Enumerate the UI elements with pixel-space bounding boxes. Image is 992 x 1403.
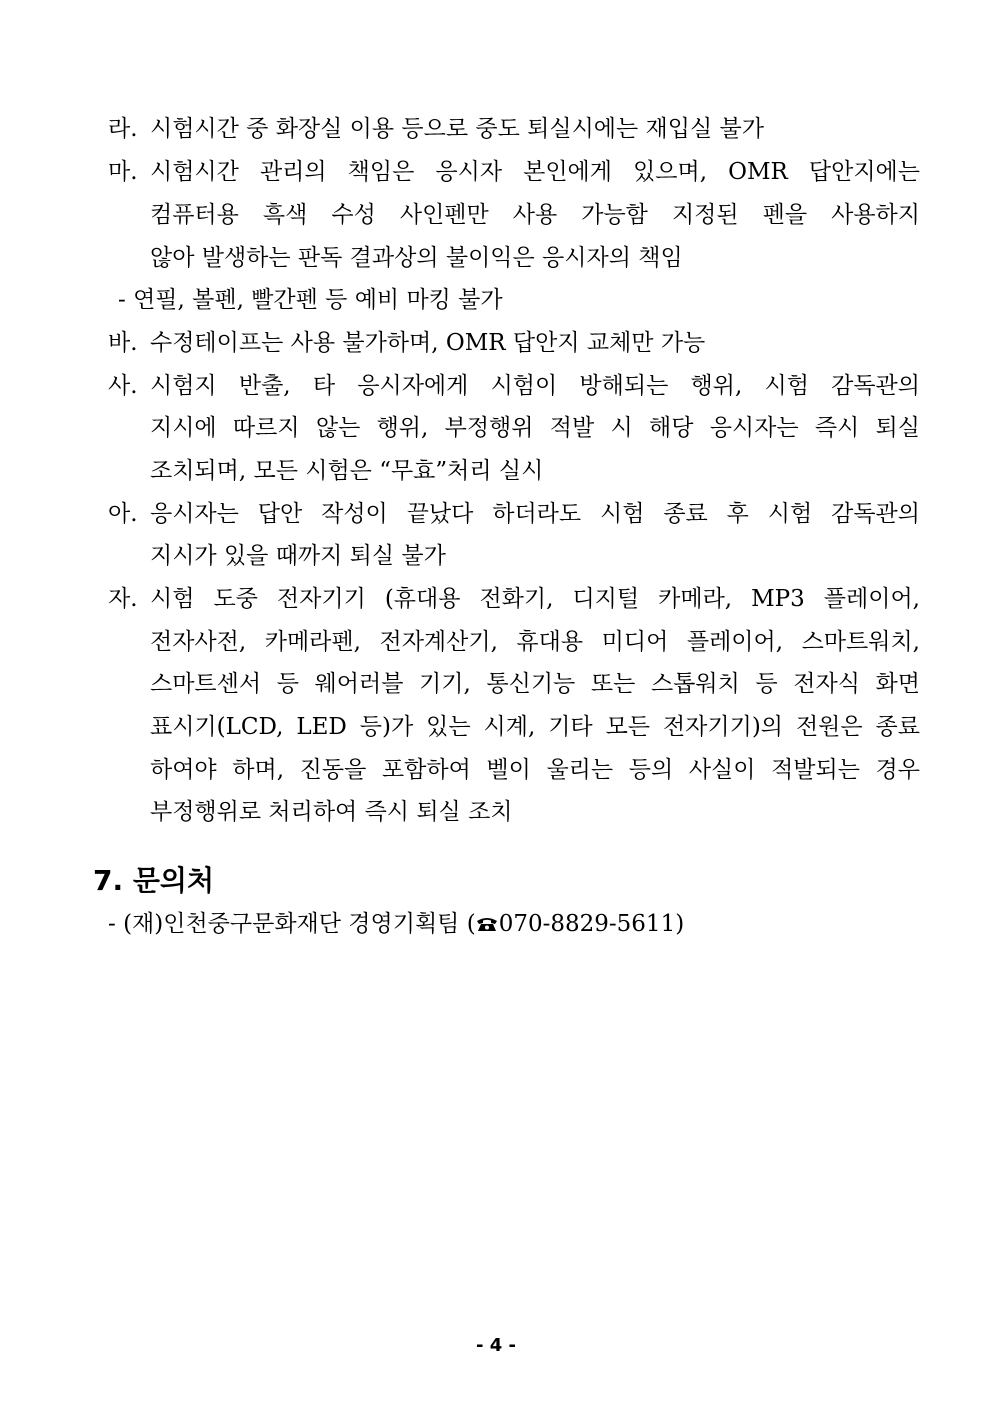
item-ja-line-4: 표시기(LCD, LED 등)가 있는 시계, 기타 모든 전자기기)의 전원은 종료	[150, 714, 920, 740]
item-label-ra: 라.	[108, 116, 138, 142]
section-heading-contact: 7. 문의처	[93, 864, 215, 897]
contact-phone: 070-8829-5611)	[498, 911, 685, 937]
item-sa-line-2: 지시에 따르지 않는 행위, 부정행위 적발 시 해당 응시자는 즉시 퇴실	[150, 415, 920, 441]
item-sa-line-1: 시험지 반출, 타 응시자에게 시험이 방해되는 행위, 시험 감독관의	[150, 373, 920, 399]
item-ba-line-1: 수정테이프는 사용 불가하며, OMR 답안지 교체만 가능	[150, 330, 706, 356]
item-ma-line-1: 시험시간 관리의 책임은 응시자 본인에게 있으며, OMR 답안지에는	[150, 159, 920, 185]
item-ja-line-2: 전자사전, 카메라펜, 전자계산기, 휴대용 미디어 플레이어, 스마트워치,	[150, 629, 920, 655]
item-a-line-2: 지시가 있을 때까지 퇴실 불가	[150, 543, 446, 569]
item-a-line-1: 응시자는 답안 작성이 끝났다 하더라도 시험 종료 후 시험 감독관의	[150, 501, 920, 527]
item-ma-line-3: 않아 발생하는 판독 결과상의 불이익은 응시자의 책임	[150, 245, 683, 271]
item-ma-line-2: 컴퓨터용 흑색 수성 사인펜만 사용 가능함 지정된 펜을 사용하지	[150, 202, 920, 228]
page-number: - 4 -	[476, 1335, 516, 1356]
item-ja-line-5: 하여야 하며, 진동을 포함하여 벨이 울리는 등의 사실이 적발되는 경우	[150, 757, 920, 783]
contact-line	[108, 909, 684, 939]
item-label-ba: 바.	[108, 330, 138, 356]
item-label-a: 아.	[108, 501, 138, 527]
telephone-icon	[476, 910, 498, 926]
item-label-ja: 자.	[108, 586, 138, 612]
item-ja-line-1: 시험 도중 전자기기 (휴대용 전화기, 디지털 카메라, MP3 플레이어,	[150, 586, 920, 612]
item-ja-line-3: 스마트센서 등 웨어러블 기기, 통신기능 또는 스톱워치 등 전자식 화면	[150, 671, 920, 697]
item-label-sa: 사.	[108, 373, 138, 399]
dash-note-pencil: - 연필, 볼펜, 빨간펜 등 예비 마킹 불가	[118, 287, 503, 313]
item-sa-line-3: 조치되며, 모든 시험은 “무효”처리 실시	[150, 458, 544, 484]
item-ja-line-6: 부정행위로 처리하여 즉시 퇴실 조치	[150, 799, 513, 825]
item-ra-line-1: 시험시간 중 화장실 이용 등으로 중도 퇴실시에는 재입실 불가	[150, 116, 764, 142]
contact-prefix: - (재)인천중구문화재단 경영기획팀 (	[108, 911, 476, 937]
item-label-ma: 마.	[108, 159, 138, 185]
